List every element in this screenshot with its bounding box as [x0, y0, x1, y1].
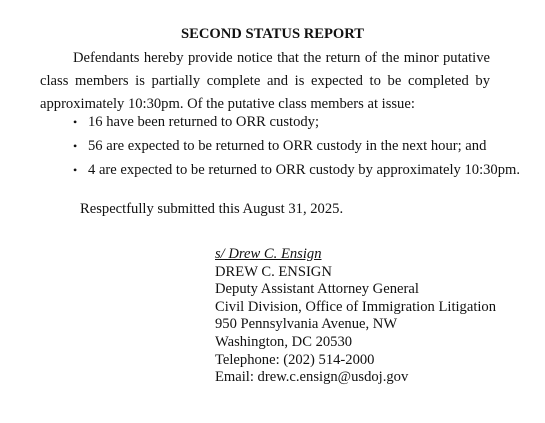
notice-paragraph: Defendants hereby provide notice that the return of the minor putative class members is partially complete and is expected to be completed by approximately 10:30pm. Of the putative class members at issue: — [40, 50, 490, 112]
list-item — [40, 110, 520, 134]
closing-statement: Respectfully submitted this August 31, 2025. — [80, 201, 344, 217]
bullet-text: 4 are expected to be returned to ORR custody by approximately 10:30pm. — [88, 162, 521, 178]
signer-name: DREW C. ENSIGN — [215, 263, 332, 280]
signature-block — [215, 246, 496, 387]
address-line-1: 950 Pennsylvania Avenue, NW — [215, 316, 398, 333]
bullet-icon: • — [73, 139, 78, 153]
bullet-icon: • — [73, 115, 78, 129]
signer-position: Deputy Assistant Attorney General — [215, 281, 419, 298]
signature-line: s/ Drew C. Ensign — [215, 246, 322, 262]
list-item — [40, 158, 520, 182]
signer-office: Civil Division, Office of Immigration Litigation — [215, 298, 497, 315]
address-line-2: Washington, DC 20530 — [215, 333, 353, 350]
telephone: Telephone: (202) 514-2000 — [215, 351, 375, 368]
list-item — [40, 134, 520, 158]
status-bullet-list — [40, 110, 520, 182]
bullet-icon: • — [73, 163, 78, 177]
document-title: SECOND STATUS REPORT — [180, 26, 365, 42]
bullet-text: 16 have been returned to ORR custody; — [88, 114, 320, 130]
email: Email: drew.c.ensign@usdoj.gov — [215, 369, 409, 386]
bullet-text: 56 are expected to be returned to ORR custody in the next hour; and — [88, 138, 487, 154]
